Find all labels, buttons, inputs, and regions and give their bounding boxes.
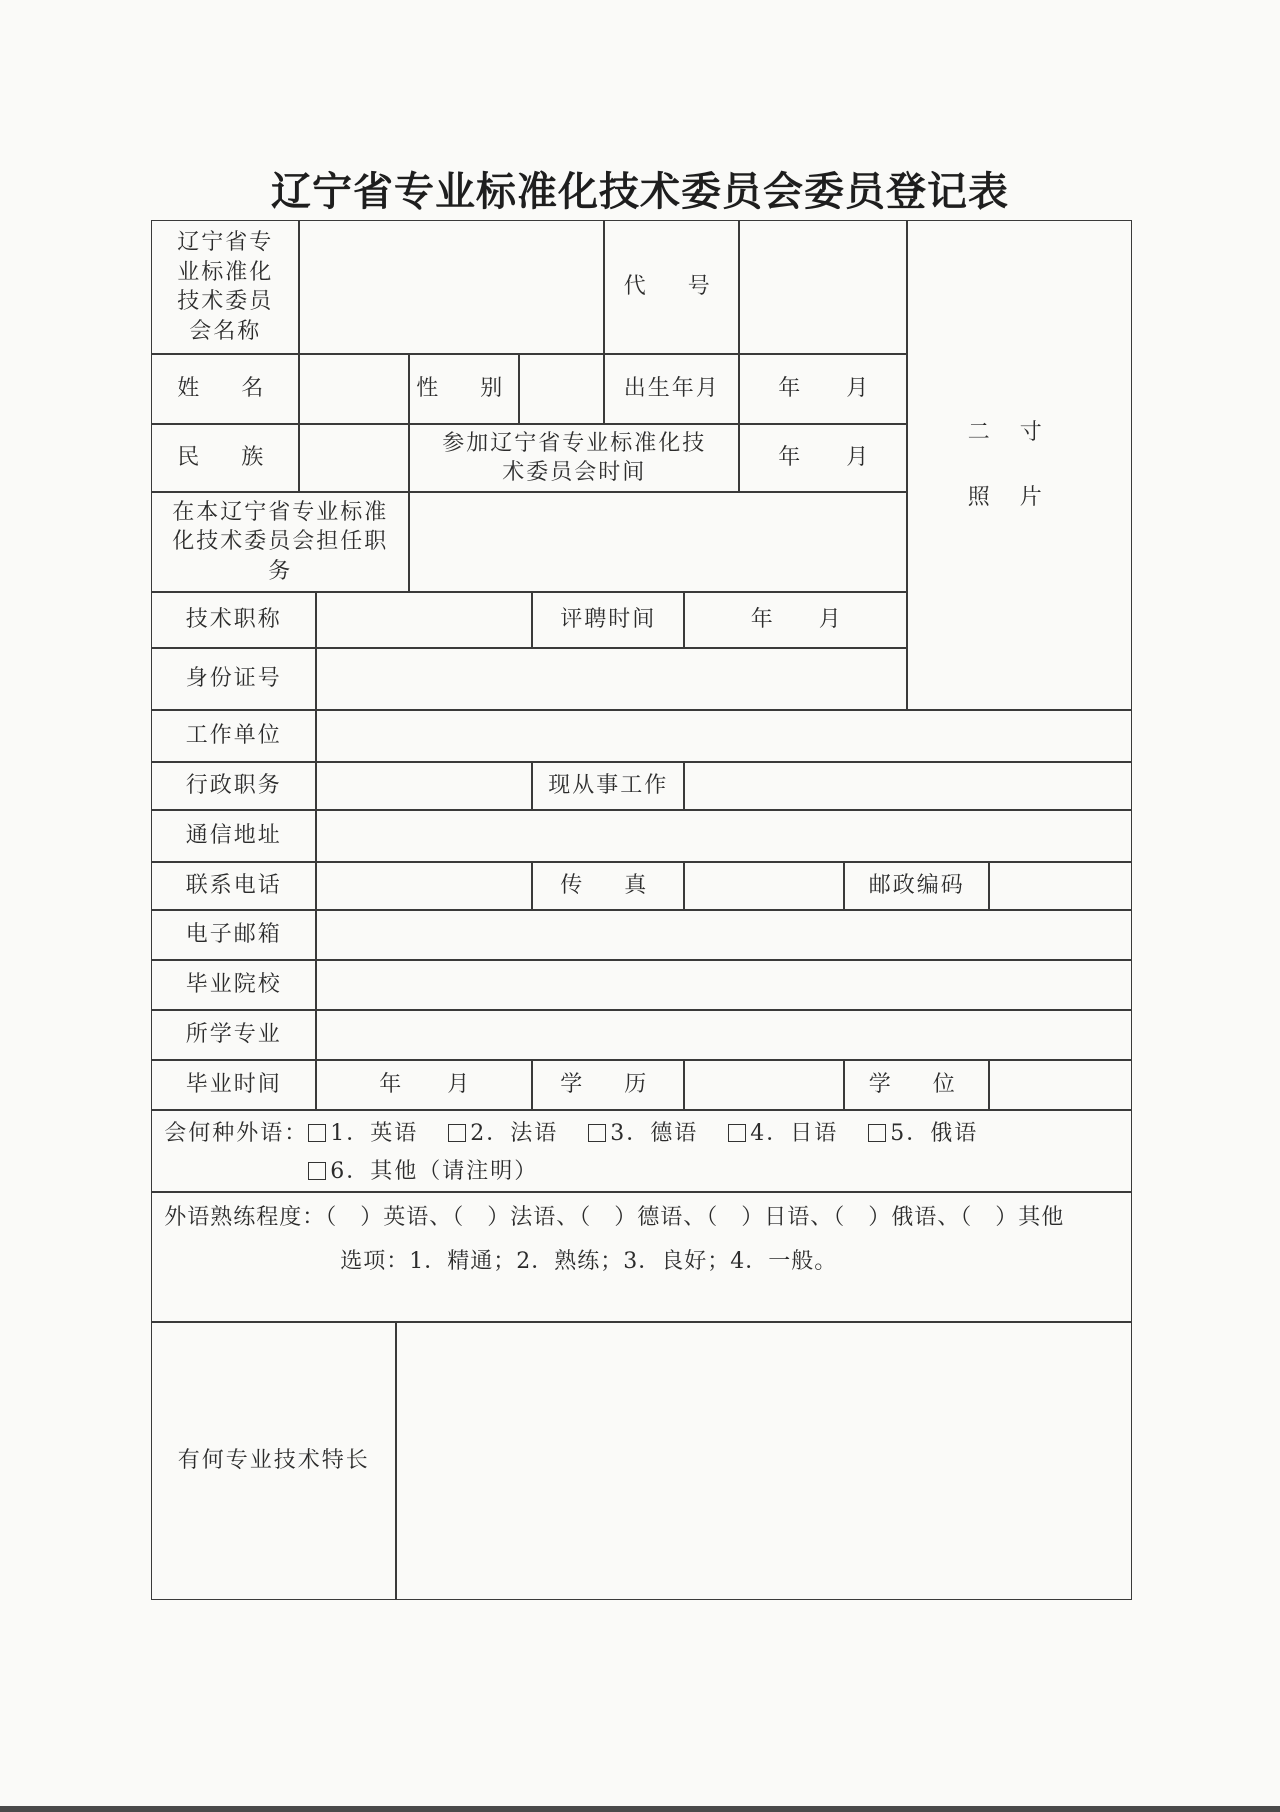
language-option-russian[interactable]: 5．俄语 xyxy=(868,1119,978,1149)
appoint-year-unit: 年 xyxy=(750,607,773,633)
ethnicity-field[interactable] xyxy=(299,424,409,492)
position-label: 在本辽宁省专业标准化技术委员会担任职务 xyxy=(151,492,409,592)
form-title: 辽宁省专业标准化技术委员会委员登记表 xyxy=(271,169,1009,215)
specialty-label: 有何专业技术特长 xyxy=(151,1322,396,1600)
position-field[interactable] xyxy=(409,492,907,592)
admin-post-field[interactable] xyxy=(316,762,532,810)
grad-time-label: 毕业时间 xyxy=(151,1060,316,1110)
degree-label: 学 位 xyxy=(844,1060,989,1110)
scan-edge xyxy=(0,1806,1280,1812)
tech-title-field[interactable] xyxy=(316,592,532,648)
phone-label: 联系电话 xyxy=(151,862,316,910)
proficiency-choices: 选项：1．精通；2．熟练；3．良好；4．一般。 xyxy=(340,1248,838,1274)
school-label: 毕业院校 xyxy=(151,960,316,1010)
gender-label: 性 别 xyxy=(409,354,519,424)
birth-month-unit: 月 xyxy=(846,376,869,402)
education-label: 学 历 xyxy=(532,1060,684,1110)
proficiency-row xyxy=(151,1192,1132,1322)
id-number-label: 身份证号 xyxy=(151,648,316,710)
address-field[interactable] xyxy=(316,810,1132,862)
current-work-field[interactable] xyxy=(684,762,1132,810)
language-option-german[interactable]: 3．德语 xyxy=(588,1119,698,1149)
languages-row xyxy=(151,1110,1132,1192)
email-label: 电子邮箱 xyxy=(151,910,316,960)
languages-label: 会何种外语： xyxy=(164,1121,309,1147)
name-field[interactable] xyxy=(299,354,409,424)
education-field[interactable] xyxy=(684,1060,844,1110)
degree-field[interactable] xyxy=(989,1060,1132,1110)
code-label: 代 号 xyxy=(604,220,739,354)
appoint-time-label: 评聘时间 xyxy=(532,592,684,648)
name-label: 姓 名 xyxy=(151,354,299,424)
postcode-field[interactable] xyxy=(989,862,1132,910)
photo-label-2: 照片 xyxy=(967,485,1072,511)
photo-label-1: 二寸 xyxy=(967,419,1072,445)
birth-field[interactable] xyxy=(739,354,907,424)
major-field[interactable] xyxy=(316,1010,1132,1060)
birth-label: 出生年月 xyxy=(604,354,739,424)
language-option-other[interactable]: 6．其他（请注明） xyxy=(308,1157,538,1187)
language-option-japanese[interactable]: 4．日语 xyxy=(728,1119,838,1149)
language-option-french[interactable]: 2．法语 xyxy=(448,1119,558,1149)
major-label: 所学专业 xyxy=(151,1010,316,1060)
specialty-field[interactable] xyxy=(396,1322,1132,1600)
current-work-label: 现从事工作 xyxy=(532,762,684,810)
admin-post-label: 行政职务 xyxy=(151,762,316,810)
gender-field[interactable] xyxy=(519,354,604,424)
grad-year-unit: 年 xyxy=(379,1072,402,1098)
appoint-time-field[interactable] xyxy=(684,592,907,648)
language-option-english[interactable]: 1．英语 xyxy=(308,1119,418,1149)
checkbox-icon xyxy=(308,1124,326,1142)
proficiency-text: 外语熟练程度：（ ）英语、（ ）法语、（ ）德语、（ ）日语、（ ）俄语、（ ）其他 xyxy=(164,1205,1065,1231)
grad-time-field[interactable] xyxy=(316,1060,532,1110)
join-year-unit: 年 xyxy=(778,445,801,471)
committee-name-field[interactable] xyxy=(299,220,604,354)
checkbox-icon xyxy=(308,1162,326,1180)
employer-field[interactable] xyxy=(316,710,1132,762)
checkbox-icon xyxy=(588,1124,606,1142)
checkbox-icon xyxy=(448,1124,466,1142)
committee-name-label: 辽宁省专业标准化技术委员会名称 xyxy=(151,220,299,354)
school-field[interactable] xyxy=(316,960,1132,1010)
photo-box[interactable] xyxy=(907,220,1132,710)
join-month-unit: 月 xyxy=(846,445,869,471)
appoint-month-unit: 月 xyxy=(818,607,841,633)
fax-label: 传 真 xyxy=(532,862,684,910)
employer-label: 工作单位 xyxy=(151,710,316,762)
address-label: 通信地址 xyxy=(151,810,316,862)
code-field[interactable] xyxy=(739,220,907,354)
join-time-label: 参加辽宁省专业标准化技术委员会时间 xyxy=(409,424,739,492)
ethnicity-label: 民 族 xyxy=(151,424,299,492)
checkbox-icon xyxy=(868,1124,886,1142)
checkbox-icon xyxy=(728,1124,746,1142)
email-field[interactable] xyxy=(316,910,1132,960)
tech-title-label: 技术职称 xyxy=(151,592,316,648)
phone-field[interactable] xyxy=(316,862,532,910)
birth-year-unit: 年 xyxy=(778,376,801,402)
postcode-label: 邮政编码 xyxy=(844,862,989,910)
grad-month-unit: 月 xyxy=(447,1072,470,1098)
join-time-field[interactable] xyxy=(739,424,907,492)
id-number-field[interactable] xyxy=(316,648,907,710)
fax-field[interactable] xyxy=(684,862,844,910)
